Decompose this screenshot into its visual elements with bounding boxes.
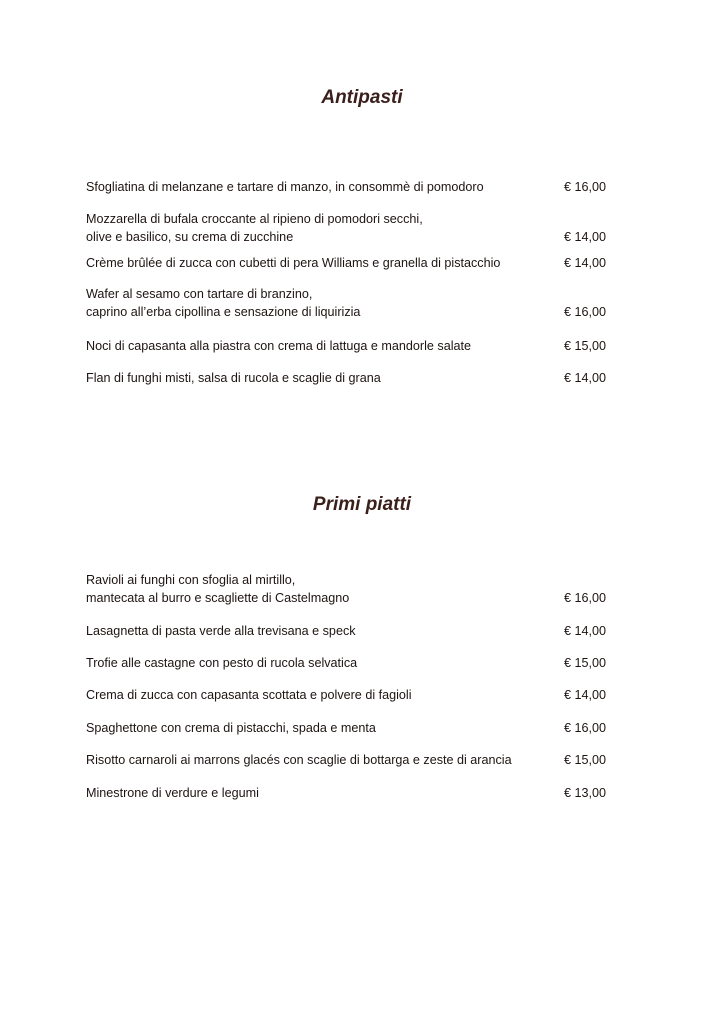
item-description: Crème brûlée di zucca con cubetti di pera Williams e granella di pistacchio: [86, 256, 501, 270]
item-price: € 16,00: [563, 305, 606, 319]
item-price: € 14,00: [563, 371, 606, 385]
menu-item: [86, 337, 606, 355]
item-description: Mozzarella di bufala croccante al ripieno di pomodori secchi, olive e basilico, su crema di zucchine: [86, 212, 423, 244]
menu-item: [86, 178, 606, 196]
menu-item: [86, 784, 606, 802]
item-description: Sfogliatina di melanzane e tartare di manzo, in consommè di pomodoro: [86, 180, 484, 194]
menu-item: [86, 285, 606, 321]
section-title-antipasti: Antipasti: [321, 87, 403, 108]
item-price: € 14,00: [563, 230, 606, 244]
item-description: Crema di zucca con capasanta scottata e polvere di fagioli: [86, 688, 412, 702]
item-price: € 14,00: [563, 688, 606, 702]
item-price: € 14,00: [563, 256, 606, 270]
menu-item: [86, 719, 606, 737]
item-price: € 14,00: [563, 624, 606, 638]
item-description: Minestrone di verdure e legumi: [86, 786, 259, 800]
item-price: € 15,00: [563, 656, 606, 670]
menu-item: [86, 686, 606, 704]
item-description: Wafer al sesamo con tartare di branzino, caprino all’erba cipollina e sensazione di liquirizia: [86, 287, 361, 319]
item-description: Lasagnetta di pasta verde alla trevisana e speck: [86, 624, 356, 638]
item-price: € 16,00: [563, 591, 606, 605]
section-title-primi-piatti: Primi piatti: [312, 494, 412, 515]
menu-item: [86, 622, 606, 640]
menu-item: [86, 654, 606, 672]
item-description: Noci di capasanta alla piastra con crema di lattuga e mandorle salate: [86, 339, 472, 353]
item-description: Trofie alle castagne con pesto di rucola selvatica: [86, 656, 358, 670]
item-price: € 15,00: [563, 339, 606, 353]
item-price: € 13,00: [563, 786, 606, 800]
menu-item: [86, 751, 606, 769]
item-description: Risotto carnaroli ai marrons glacés con scaglie di bottarga e zeste di arancia: [86, 753, 512, 767]
item-price: € 16,00: [563, 180, 606, 194]
item-price: € 15,00: [563, 753, 606, 767]
menu-item: [86, 571, 606, 607]
menu-item: [86, 210, 606, 246]
item-description: Spaghettone con crema di pistacchi, spada e menta: [86, 721, 376, 735]
item-description: Ravioli ai funghi con sfoglia al mirtillo, mantecata al burro e scagliette di Castelmagno: [86, 573, 350, 605]
menu-item: [86, 254, 606, 272]
item-description: Flan di funghi misti, salsa di rucola e scaglie di grana: [86, 371, 381, 385]
menu-item: [86, 369, 606, 387]
item-price: € 16,00: [563, 721, 606, 735]
